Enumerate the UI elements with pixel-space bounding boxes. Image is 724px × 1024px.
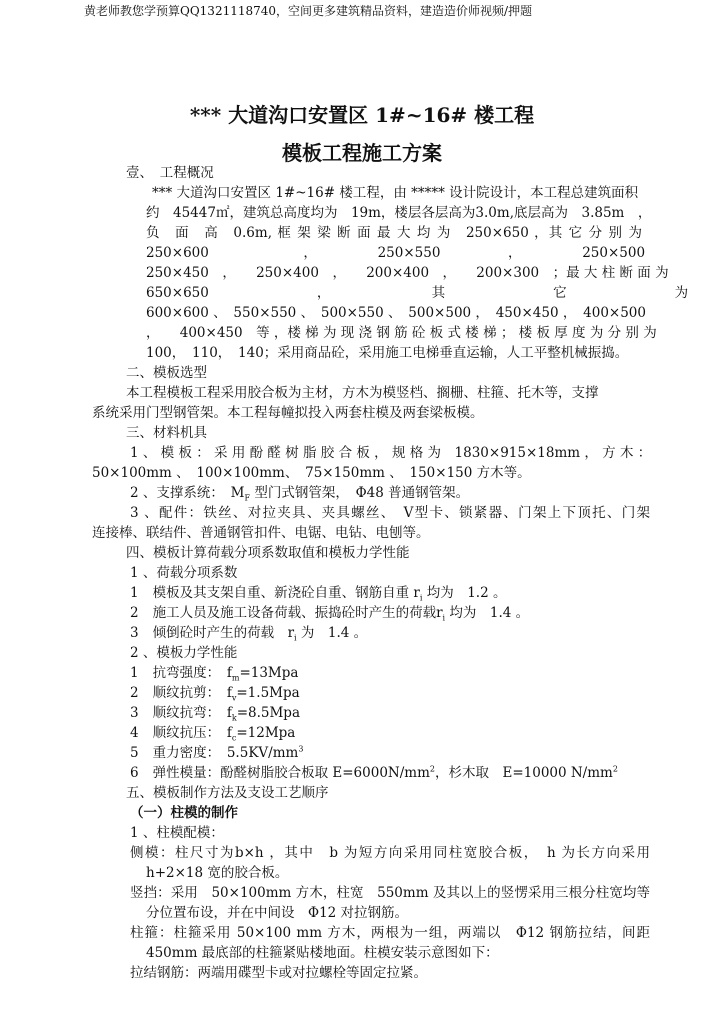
subscript: i bbox=[442, 613, 446, 623]
paragraph-line: ， 400×450 等 ，楼 梯 为 现 浇 钢 筋 砼 板 式 楼 梯 ； 楼 板 厚 度 为 分 别 为 bbox=[146, 325, 657, 341]
document-subtitle: 模板工程施工方案 bbox=[282, 141, 442, 165]
item-text: 倾倒砼时产生的荷载 r bbox=[152, 625, 295, 641]
property-item bbox=[130, 743, 303, 763]
property-label: 顺纹抗弯： f bbox=[152, 705, 232, 721]
paragraph-line: 3 、配件：铁丝、对拉夹具、夹具螺丝、 V型卡、锁紧器、门架上下顶托、门架 bbox=[130, 505, 650, 521]
paragraph-line: 负 面 高 0.6m, 框 架 梁 断 面 最 大 均 为 250×650 ，其 它 分 别 为 bbox=[146, 225, 642, 241]
section-heading-materials: 三、材料机具 bbox=[126, 425, 207, 441]
section-heading-load-factors: 四、模板计算荷载分项系数取值和模板力学性能 bbox=[126, 545, 410, 561]
item-number: 4 bbox=[130, 725, 139, 741]
property-value: =1.5Mpa bbox=[236, 685, 300, 701]
item-text: 模板及其支架自重、新浇砼自重、钢筋自重 r bbox=[152, 585, 420, 601]
support-system-label: 2 、支撑系统： M bbox=[130, 485, 245, 501]
section-heading-procedure: 五、模板制作方法及支设工艺顺序 bbox=[126, 785, 329, 801]
item-value: 为 1.4 。 bbox=[296, 625, 368, 641]
paragraph-line: 650×650 ， 其 它 为 bbox=[146, 285, 689, 301]
load-item bbox=[130, 583, 506, 603]
paragraph-line: 柱箍：柱箍采用 50×100 mm 方木，两根为一组，两端以 Φ12 钢筋拉结，间距 bbox=[130, 925, 650, 941]
subsection-heading-column-formwork: （一）柱模的制作 bbox=[130, 805, 238, 821]
paragraph-line: 450mm 最底部的柱箍紧贴楼地面。柱模安装示意图如下： bbox=[146, 945, 499, 961]
subsection-heading: 2 、模板力学性能 bbox=[130, 645, 238, 661]
property-label: 顺纹抗剪： f bbox=[152, 685, 232, 701]
support-system-text: 型门式钢管架， Φ48 普通钢管架。 bbox=[250, 485, 470, 501]
paragraph-line: 竖挡：采用 50×100mm 方木，柱宽 550mm 及其以上的竖愣采用三根分柱宽均等 bbox=[130, 885, 650, 901]
document-title: *** 大道沟口安置区 1#~16# 楼工程 bbox=[189, 103, 535, 127]
load-item bbox=[130, 623, 367, 643]
item-number: 5 bbox=[130, 745, 139, 761]
subscript: m bbox=[231, 673, 240, 683]
item-value: 均为 1.4 。 bbox=[445, 605, 530, 621]
paragraph-line: 分位置布设，并在中间设 Φ12 对拉钢筋。 bbox=[146, 905, 409, 921]
paragraph-line bbox=[130, 483, 469, 503]
item-number: 2 bbox=[130, 605, 139, 621]
property-label: 顺纹抗压： f bbox=[152, 725, 232, 741]
superscript: 2 bbox=[429, 764, 435, 774]
section-heading-overview: 壹、 工程概况 bbox=[126, 165, 214, 181]
property-label: 弹性模量：酚醛树脂胶合板取 E=6000N/mm bbox=[152, 765, 430, 781]
paragraph-line: *** 大道沟口安置区 1#~16# 楼工程，由 ***** 设计院设计，本工程总建筑面积 bbox=[152, 185, 639, 201]
page-header-note: 黄老师教您学预算QQ1321118740，空间更多建筑精品资料，建造造价师视频/押题 bbox=[84, 4, 533, 18]
property-value: =8.5Mpa bbox=[236, 705, 300, 721]
superscript: 2 bbox=[612, 764, 618, 774]
property-item bbox=[130, 683, 300, 703]
item-number: 1 bbox=[130, 665, 139, 681]
property-item bbox=[130, 703, 300, 723]
section-heading-formwork-type: 二、模板选型 bbox=[126, 365, 207, 381]
paragraph-line: 100， 110， 140；采用商品砼，采用施工电梯垂直运输，人工平整机械振捣。 bbox=[146, 345, 629, 361]
item-number: 3 bbox=[130, 625, 139, 641]
item-number: 1 bbox=[130, 585, 139, 601]
paragraph-line: 系统采用门型钢管架。本工程每幢拟投入两套柱模及两套梁板模。 bbox=[92, 405, 484, 421]
superscript: 3 bbox=[298, 744, 304, 754]
subscript: F bbox=[244, 493, 251, 503]
property-item bbox=[130, 723, 295, 743]
subscript: c bbox=[231, 733, 237, 743]
paragraph-line: 1 、 模 板 ： 采 用 酚 醛 树 脂 胶 合 板 ， 规 格 为 1830×915×18mm ， 方 木 ： bbox=[130, 445, 652, 461]
item-value: 均为 1.2 。 bbox=[422, 585, 507, 601]
paragraph-line: 约 45447㎡，建筑总高度均为 19m，楼层各层高为3.0m,底层高为 3.85m ， bbox=[146, 205, 652, 221]
property-label: 抗弯强度： f bbox=[152, 665, 232, 681]
paragraph-line: 连接棒、联结件、普通钢管扣件、电锯、电钻、电刨等。 bbox=[92, 525, 430, 541]
paragraph-line: 600×600 、 550×550 、 500×550 、 500×500 ， 450×450 ， 400×500 bbox=[146, 305, 646, 321]
item-number: 3 bbox=[130, 705, 139, 721]
paragraph-line: 拉结钢筋：两端用碟型卡或对拉螺栓等固定拉紧。 bbox=[130, 965, 427, 981]
paragraph-line: 本工程模板工程采用胶合板为主材，方木为模竖档、搁栅、柱箍、托木等，支撑 bbox=[126, 385, 599, 401]
load-item bbox=[130, 603, 529, 623]
paragraph-line: h+2×18 宽的胶合板。 bbox=[146, 865, 289, 881]
property-value: ，杉木取 E=10000 N/mm bbox=[434, 765, 613, 781]
subscript: i bbox=[294, 633, 297, 643]
item-number: 6 bbox=[130, 765, 139, 781]
subscript: k bbox=[231, 713, 237, 723]
paragraph-line: 250×450 ， 250×400 ， 200×400 ， 200×300 ；最 大 柱 断 面 为 bbox=[146, 265, 669, 281]
property-item bbox=[130, 663, 298, 683]
property-label: 重力密度： 5.5KV/mm bbox=[152, 745, 299, 761]
subsection-heading: 1 、荷载分项系数 bbox=[130, 565, 238, 581]
property-item bbox=[130, 763, 618, 783]
subscript: i bbox=[419, 593, 423, 603]
item-text: 施工人员及施工设备荷载、振捣砼时产生的荷载r bbox=[152, 605, 443, 621]
paragraph-line: 侧模：柱尺寸为b×h ，其中 b 为短方向采用同柱宽胶合板， h 为长方向采用 bbox=[130, 845, 650, 861]
paragraph-line: 250×600 ， 250×550 ， 250×500 bbox=[146, 245, 646, 261]
subscript: v bbox=[231, 693, 237, 703]
paragraph-line: 50×100mm 、 100×100mm、 75×150mm 、 150×150 方木等。 bbox=[92, 465, 531, 481]
property-value: =12Mpa bbox=[236, 725, 296, 741]
item-heading: 1 、柱模配模： bbox=[130, 825, 224, 841]
item-number: 2 bbox=[130, 685, 139, 701]
property-value: =13Mpa bbox=[239, 665, 299, 681]
